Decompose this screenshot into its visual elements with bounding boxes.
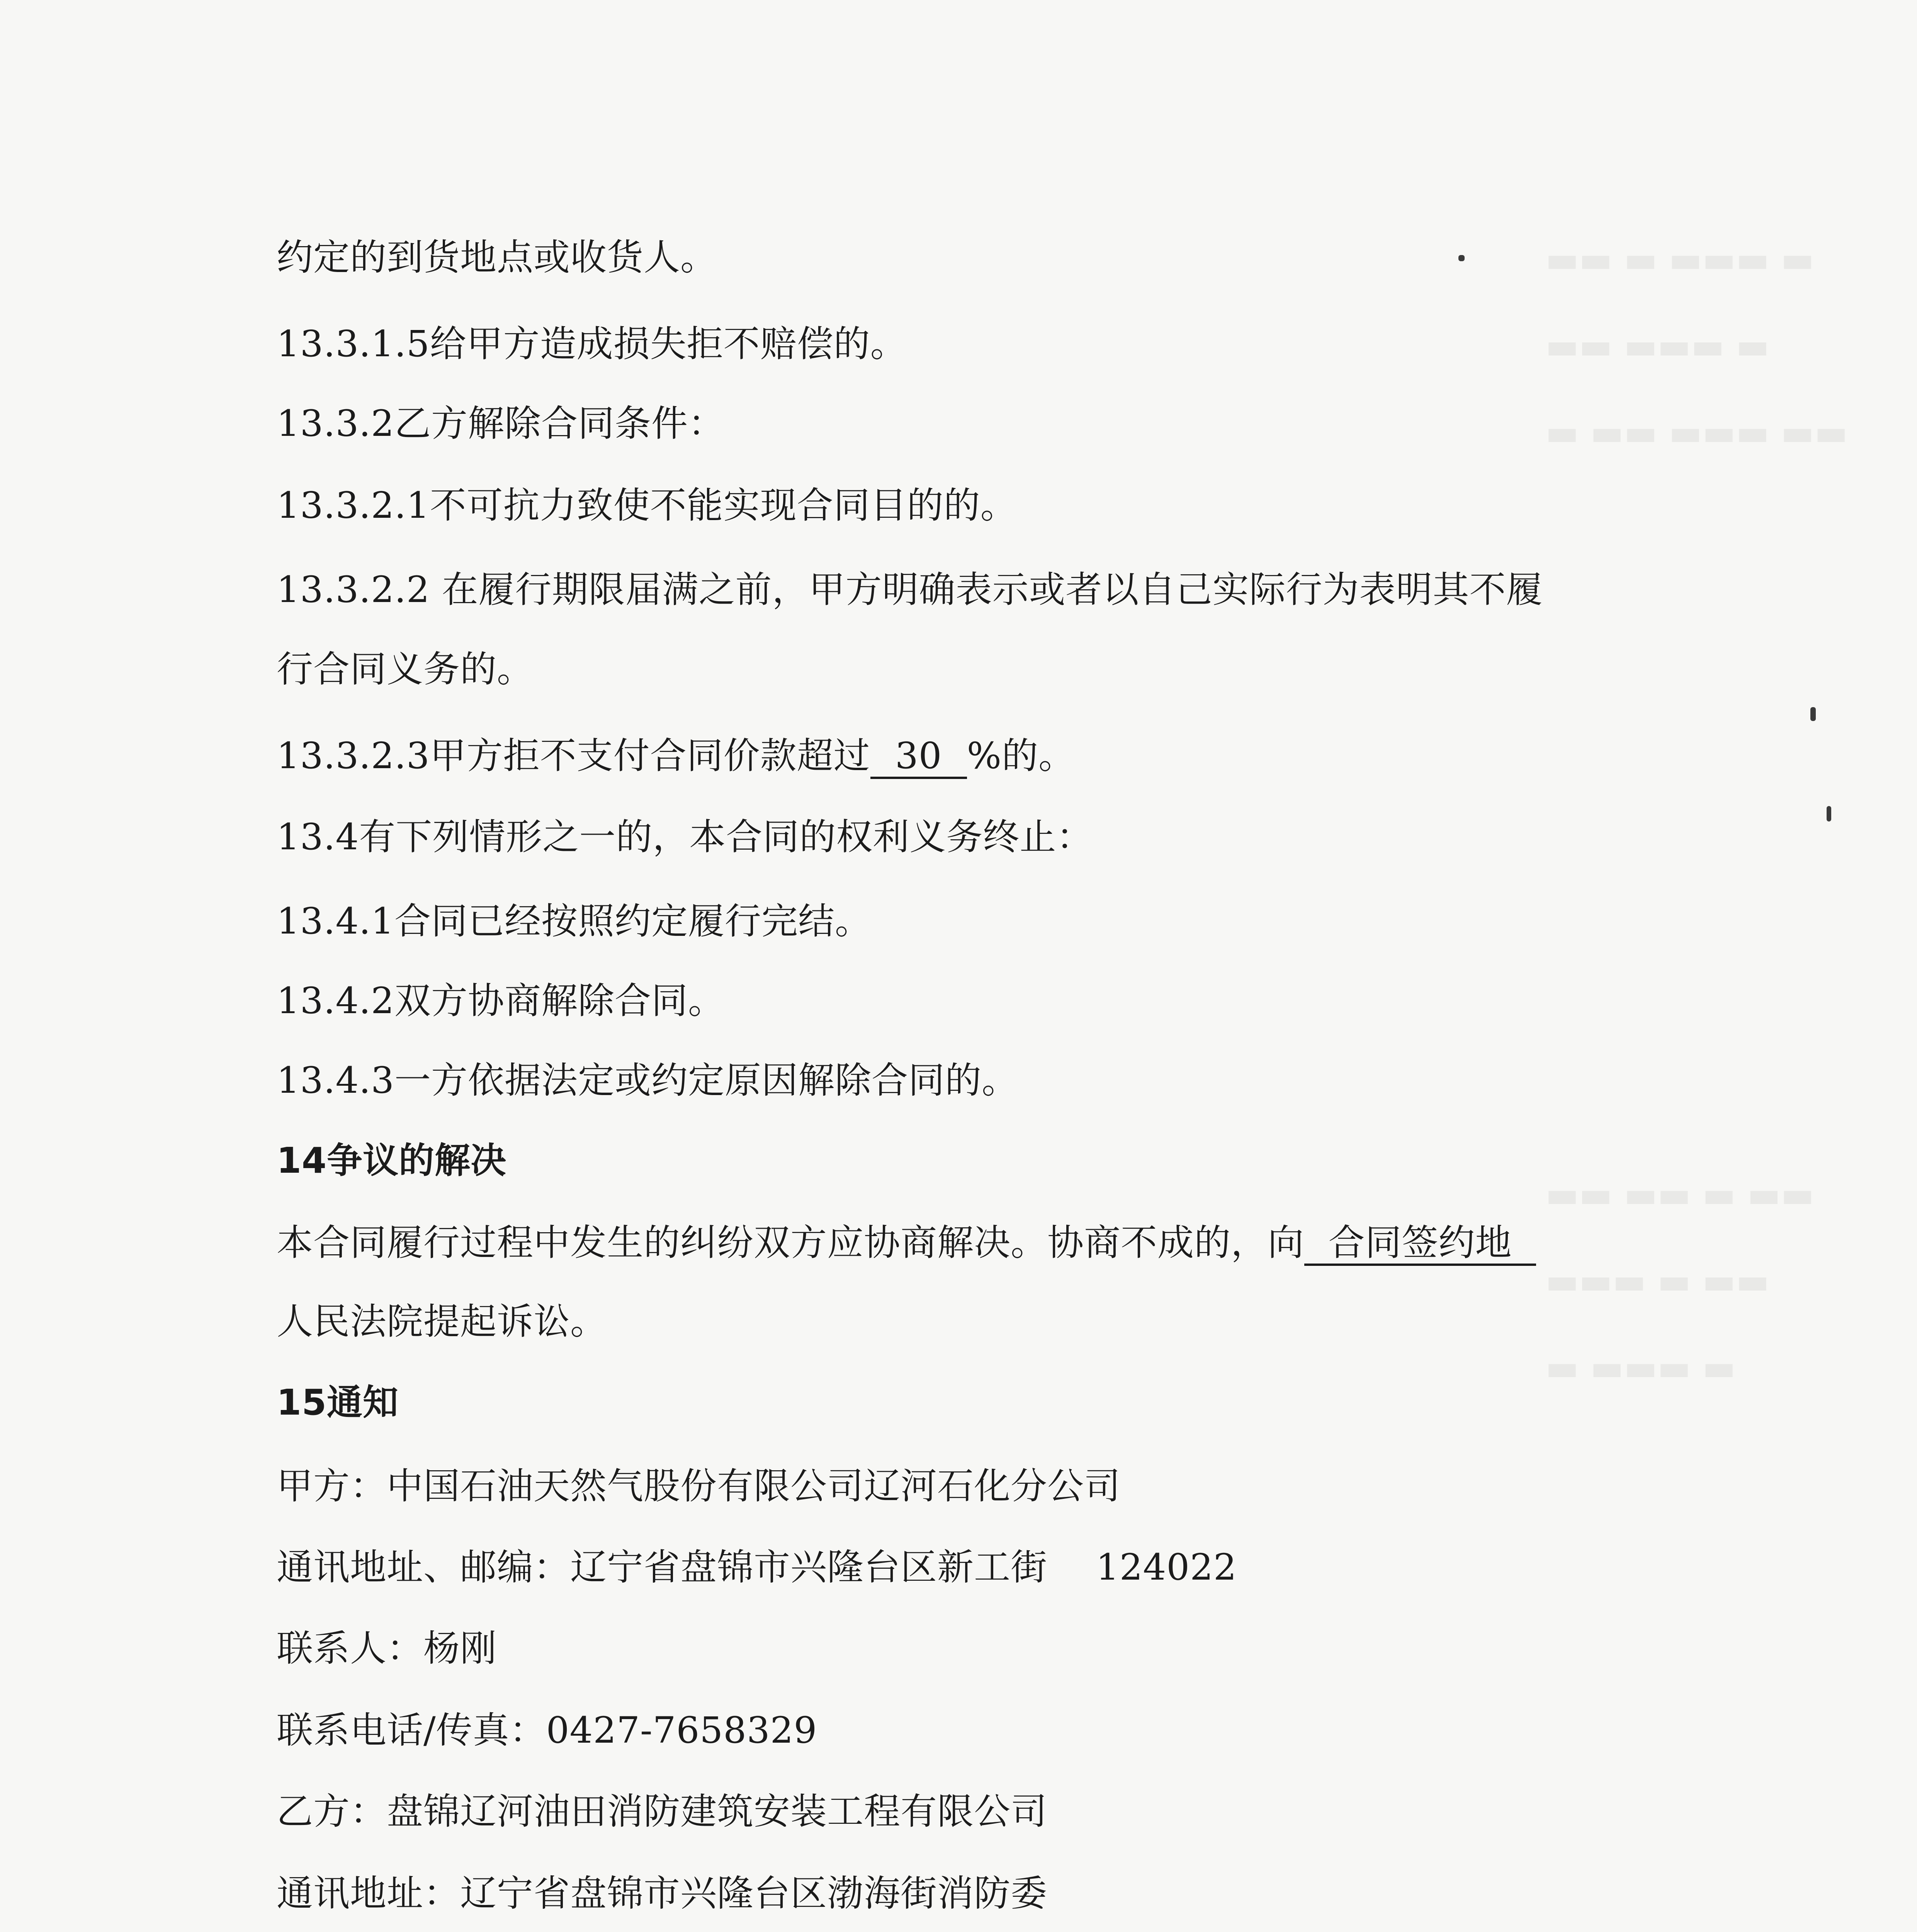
clause-prefix: 13.3.2.3甲方拒不支付合同价款超过 (277, 735, 870, 777)
text-line: 13.4.1合同已经按照约定履行完结。 (277, 900, 872, 942)
text-line: 13.3.1.5给甲方造成损失拒不赔偿的。 (277, 323, 907, 365)
dispute-clause (277, 1213, 1536, 1266)
text-line: 约定的到货地点或收货人。 (277, 236, 717, 279)
court-location: 合同签约地 (1304, 1225, 1536, 1266)
text-line: 13.3.2.1不可抗力致使不能实现合同目的的。 (277, 485, 1017, 527)
section-14-heading: 14争议的解决 (277, 1140, 507, 1181)
text-line: 行合同义务的。 (277, 648, 534, 690)
text-line: 13.4.3一方依据法定或约定原因解除合同的。 (277, 1060, 1018, 1102)
clause-suffix: %的。 (967, 735, 1075, 777)
scan-speck (1458, 255, 1465, 261)
party-b-name: 乙方：盘锦辽河油田消防建筑安装工程有限公司 (277, 1791, 1048, 1833)
party-b-address: 通讯地址：辽宁省盘锦市兴隆台区渤海街消防委 (277, 1872, 1048, 1915)
text-line: 人民法院提起诉讼。 (277, 1301, 607, 1343)
text-line: 13.4.2双方协商解除合同。 (277, 980, 725, 1022)
party-a-name: 甲方：中国石油天然气股份有限公司辽河石化分公司 (277, 1465, 1121, 1507)
text-line: 13.4有下列情形之一的，本合同的权利义务终止： (277, 816, 1093, 858)
party-a-address: 通讯地址、邮编：辽宁省盘锦市兴隆台区新工街 124022 (277, 1546, 1237, 1588)
scan-speck (1810, 707, 1816, 721)
section-15-heading: 15通知 (277, 1382, 399, 1423)
party-a-phone: 联系电话/传真：0427-7658329 (277, 1709, 817, 1752)
reverse-side-bleed-through: ▬▬ ▬ ▬▬▬ ▬ ▬▬ ▬▬▬ ▬ ▬ ▬▬ ▬▬▬ ▬▬ ▬▬ ▬▬ ▬ ▬▬ ▬▬▬ ▬ ▬▬ ▬ ▬▬▬ ▬ (1545, 239, 1848, 1388)
scan-speck (1827, 806, 1831, 821)
text-line: 13.3.2乙方解除合同条件： (277, 403, 725, 445)
party-a-contact: 联系人：杨刚 (277, 1628, 497, 1670)
dispute-text: 本合同履行过程中发生的纠纷双方应协商解决。协商不成的，向 (277, 1222, 1305, 1264)
percent-value: 30 (870, 738, 967, 779)
text-line: 13.3.2.2 在履行期限届满之前，甲方明确表示或者以自己实际行为表明其不履 (277, 569, 1543, 611)
clause-13-3-2-3 (277, 726, 1075, 779)
